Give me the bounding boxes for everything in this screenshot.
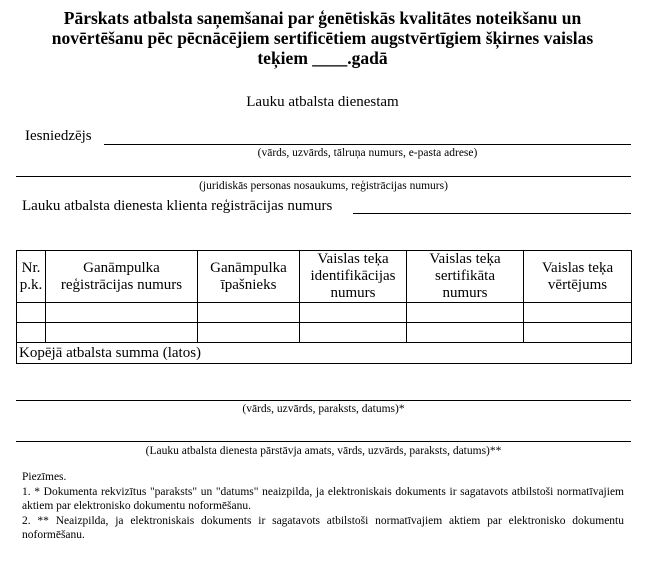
table-cell[interactable] — [17, 303, 46, 323]
notes-heading: Piezīmes. — [22, 471, 67, 483]
col-header-herd-owner: Ganāmpulka īpašnieks — [198, 251, 300, 303]
col-header-bull-value: Vaislas teķa vērtējums — [524, 251, 632, 303]
signature-field-1[interactable] — [16, 400, 631, 401]
col-header-nr: Nr. p.k. — [17, 251, 46, 303]
submitter-field[interactable] — [104, 144, 631, 145]
table-cell[interactable] — [300, 303, 407, 323]
signature-field-2[interactable] — [16, 441, 631, 442]
table-cell[interactable] — [46, 303, 198, 323]
submitter-label: Iesniedzējs — [25, 128, 92, 144]
note-1: 1. * Dokumenta rekvizītus "paraksts" un "datums" neaizpilda, ja elektroniskais dokuments ir sagatavots atbilstoši normatīvajiem aktiem par elektronisko dokumentu noformēšanu. — [22, 485, 624, 512]
total-label: Kopējā atbalsta summa (latos) — [17, 343, 632, 364]
legal-entity-field[interactable] — [16, 176, 631, 177]
col-header-bull-id: Vaislas teķa identifikācijas numurs — [300, 251, 407, 303]
addressee: Lauku atbalsta dienestam — [246, 94, 399, 110]
table-cell[interactable] — [198, 303, 300, 323]
table-cell[interactable] — [46, 323, 198, 343]
col-header-herd-reg: Ganāmpulka reģistrācijas numurs — [46, 251, 198, 303]
form-title — [20, 8, 625, 68]
note-2: 2. ** Neaizpilda, ja elektroniskais dokuments ir sagatavots atbilstoši normatīvajiem aktiem par elektronisko dokumentu noformēšanu. — [22, 514, 624, 541]
title-line-2: novērtēšanu pēc pēcnācējiem sertificētiem augstvērtīgiem šķirnes vaislas — [51, 28, 594, 48]
table-row — [17, 303, 632, 323]
table-cell[interactable] — [198, 323, 300, 343]
table-row — [17, 323, 632, 343]
table-cell[interactable] — [407, 323, 524, 343]
total-row — [17, 343, 632, 364]
table-cell[interactable] — [524, 303, 632, 323]
client-reg-field[interactable] — [353, 213, 631, 214]
legal-entity-caption: (juridiskās personas nosaukums, reģistrācijas numurs) — [199, 180, 448, 192]
table-cell[interactable] — [407, 303, 524, 323]
table-cell[interactable] — [300, 323, 407, 343]
bull-table — [16, 250, 632, 364]
table-header-row — [17, 251, 632, 303]
table-cell[interactable] — [17, 323, 46, 343]
title-line-3: teķiem ____.gadā — [257, 48, 388, 68]
title-line-1: Pārskats atbalsta saņemšanai par ģenētiskās kvalitātes noteikšanu un — [63, 8, 582, 28]
client-reg-label: Lauku atbalsta dienesta klienta reģistrācijas numurs — [22, 198, 333, 214]
signature-caption-1: (vārds, uzvārds, paraksts, datums)* — [242, 403, 405, 415]
submitter-caption: (vārds, uzvārds, tālruņa numurs, e-pasta adrese) — [257, 147, 478, 159]
col-header-bull-cert: Vaislas teķa sertifikāta numurs — [407, 251, 524, 303]
notes — [22, 470, 624, 543]
signature-caption-2: (Lauku atbalsta dienesta pārstāvja amats, vārds, uzvārds, paraksts, datums)** — [145, 445, 502, 457]
table-cell[interactable] — [524, 323, 632, 343]
